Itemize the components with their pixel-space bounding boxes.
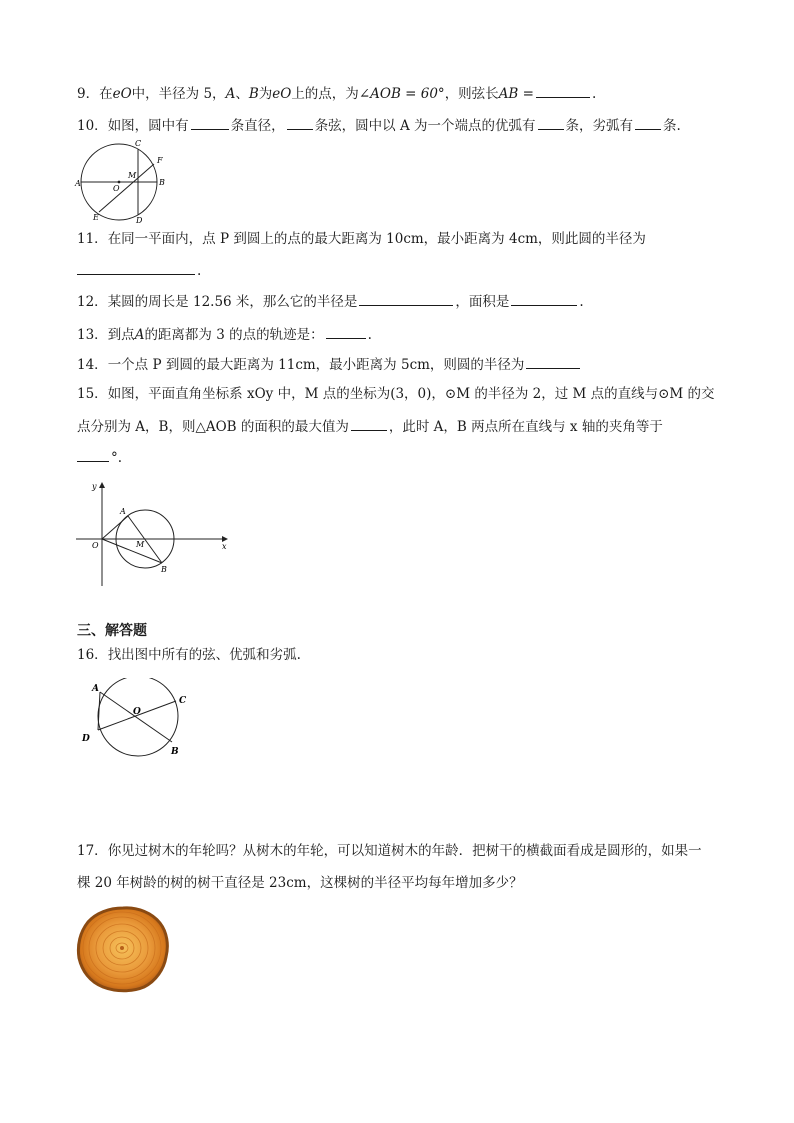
q17-line-2-text: 棵 20 年树龄的树的树干直径是 23cm，这棵树的半径平均每年增加多少？ [77, 875, 523, 891]
q9-text-3: 为 [258, 86, 273, 102]
q11-number: 11． [77, 231, 108, 247]
q15-end: °. [111, 450, 123, 466]
q9-point-o-1: O [120, 86, 132, 102]
fig10-label-o: O [113, 184, 120, 193]
question-10 [77, 115, 681, 135]
q13-number: 13． [77, 327, 108, 343]
fig15-label-y: y [92, 482, 97, 491]
q9-text-4: 上的点，为 [291, 86, 359, 102]
q9-point-b: B [248, 86, 259, 102]
figure-q15-coordinate [74, 476, 232, 588]
q15-blank-area[interactable] [351, 416, 387, 431]
fig15-label-x: x [222, 542, 227, 551]
q9-point-o-2: O [280, 86, 292, 102]
q15-number: 15． [77, 386, 108, 402]
fig16-label-d: D [82, 734, 90, 744]
q13-answer-blank[interactable] [326, 324, 366, 339]
question-15-line-3 [77, 447, 122, 467]
q10-text-2: 条直径， [230, 118, 285, 134]
q17-number: 17． [77, 843, 108, 859]
q11-end: . [197, 263, 202, 279]
q15-line-1: 如图，平面直角坐标系 xOy 中，M 点的坐标为(3，0)，⊙M 的半径为 2，过 M 点的直线与⊙M 的交 [107, 386, 715, 402]
fig10-label-c: C [135, 139, 142, 148]
q10-text-3: 条弦，圆中以 A 为一个端点的优弧有 [314, 118, 536, 134]
fig10-center-dot [118, 181, 121, 184]
q13-point-a: A [134, 327, 145, 343]
q9-point-a: A [225, 86, 236, 102]
fig10-label-f: F [157, 156, 163, 165]
q15-text-2: ，此时 A，B 两点所在直线与 x 轴的夹角等于 [388, 419, 663, 435]
q15-blank-angle[interactable] [77, 447, 109, 462]
q10-blank-1[interactable] [191, 115, 229, 130]
question-13 [77, 324, 372, 344]
fig10-label-b: B [159, 178, 165, 187]
q12-blank-area[interactable] [511, 291, 577, 306]
q17-line-1: 你见过树木的年轮吗？从树木的年轮，可以知道树木的年龄．把树干的横截面看成是圆形的，如果一 [107, 843, 702, 859]
question-11 [77, 230, 646, 248]
question-16 [77, 646, 301, 664]
q10-text-5: 条. [663, 118, 681, 134]
q10-text-1: 如图，圆中有 [107, 118, 189, 134]
figure-q10-circle [72, 136, 172, 224]
q13-end: . [367, 327, 372, 343]
q11-answer-blank[interactable] [77, 260, 195, 275]
q13-text-2: 的距离都为 3 的点的轨迹是： [144, 327, 324, 343]
tree-ring-image [76, 905, 170, 993]
fig15-y-arrow [99, 482, 105, 488]
fig15-label-o: O [92, 541, 99, 550]
figure-q16-circle [78, 678, 196, 758]
q16-text: 找出图中所有的弦、优弧和劣弧. [107, 647, 301, 663]
fig10-label-a: A [75, 179, 81, 188]
fig16-diameter-ab [100, 692, 172, 742]
q16-number: 16． [77, 647, 108, 663]
fig15-label-m: M [136, 540, 145, 549]
fig16-circle [98, 678, 178, 756]
q12-blank-radius[interactable] [359, 291, 453, 306]
fig15-segment-oa [102, 516, 128, 539]
q12-text-1: 某圆的周长是 12.56 米，那么它的半径是 [107, 294, 358, 310]
fig10-label-m: M [128, 171, 137, 180]
q10-blank-3[interactable] [538, 115, 564, 130]
question-15 [77, 385, 715, 403]
q9-text-5: ，则弦长 [444, 86, 499, 102]
fig15-label-a: A [120, 507, 126, 516]
q14-number: 14． [77, 357, 108, 373]
fig15-label-b: B [161, 565, 167, 574]
question-14 [77, 354, 582, 374]
q14-text: 一个点 P 到圆的最大距离为 11cm，最小距离为 5cm，则圆的半径为 [107, 357, 525, 373]
fig10-label-e: E [93, 213, 99, 222]
question-17 [77, 842, 702, 860]
q10-number: 10． [77, 118, 108, 134]
q14-answer-blank[interactable] [526, 354, 580, 369]
q12-text-2: ，面积是 [455, 294, 510, 310]
q9-text-2: 中，半径为 5， [131, 86, 226, 102]
q9-answer-blank[interactable] [536, 83, 590, 98]
fig16-label-c: C [179, 696, 187, 706]
q11-text: 在同一平面内，点 P 到圆上的点的最大距离为 10cm，最小距离为 4cm，则此圆的半径为 [107, 231, 646, 247]
q13-text-1: 到点 [107, 327, 135, 343]
q15-text-1: 点分别为 A，B，则△AOB 的面积的最大值为 [77, 419, 349, 435]
q10-blank-2[interactable] [287, 115, 313, 130]
q12-end: . [579, 294, 584, 310]
q9-number: 9． [77, 86, 100, 102]
question-9 [77, 83, 596, 103]
fig16-label-b: B [171, 747, 179, 757]
q9-circle-symbol-2: e [272, 86, 281, 102]
section-title-solution: 三、解答题 [77, 623, 147, 639]
fig10-chord-fe [99, 164, 154, 212]
q9-sep: 、 [235, 86, 249, 102]
q9-angle: ∠AOB = 60° [358, 86, 445, 102]
q9-circle-symbol-1: e [112, 86, 121, 102]
q12-number: 12． [77, 294, 108, 310]
q9-chord-ab: AB = [498, 86, 534, 102]
fig10-label-d: D [136, 216, 143, 224]
question-15-line-2 [77, 416, 663, 436]
q9-end: . [591, 86, 597, 102]
q9-text-1: 在 [99, 86, 113, 102]
q10-text-4: 条，劣弧有 [565, 118, 634, 134]
question-11-answer-line [77, 260, 201, 280]
fig16-label-a: A [92, 684, 99, 694]
question-17-line-2 [77, 874, 523, 892]
fig16-label-o: O [133, 707, 141, 717]
q10-blank-4[interactable] [635, 115, 661, 130]
question-12 [77, 291, 584, 311]
tree-ring-pith [120, 946, 124, 950]
